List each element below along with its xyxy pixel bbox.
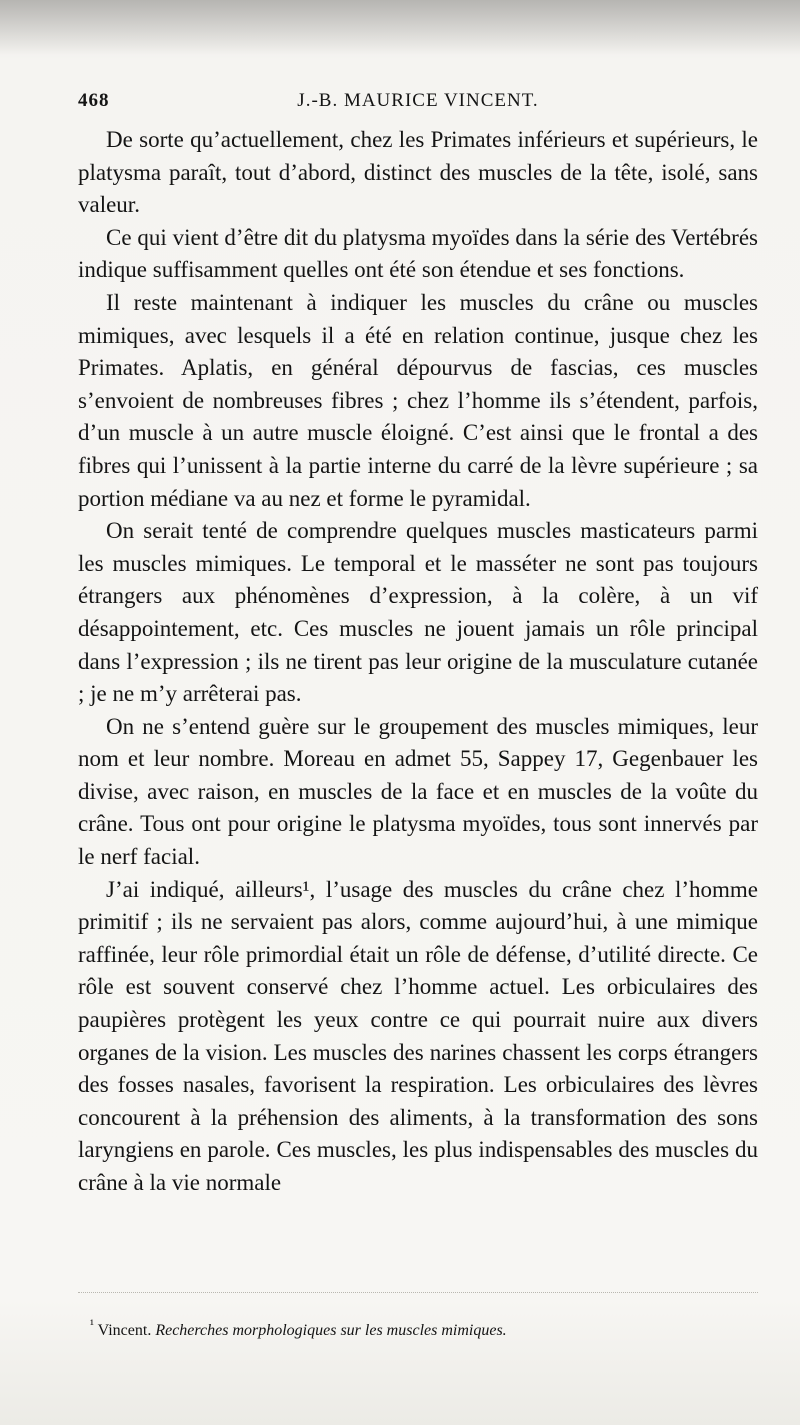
page-number: 468 — [78, 90, 110, 111]
running-head: J.-B. MAURICE VINCENT. — [297, 90, 539, 111]
paragraph: Ce qui vient d’être dit du platysma myoïdes dans la série des Vertébrés indique suffisamment quelles ont été son étendue et ses fonctions. — [78, 224, 758, 283]
footnote — [90, 1316, 750, 1340]
paragraph: De sorte qu’actuellement, chez les Primates inférieurs et supérieurs, le platysma paraît, tout d’abord, distinct des muscles de la tête, isolé, sans valeur. — [78, 127, 758, 218]
footnote-author: Vincent. — [97, 1322, 152, 1339]
page-header — [78, 90, 758, 118]
footnote-separator — [78, 1292, 758, 1294]
paragraph: On ne s’entend guère sur le groupement des muscles mimiques, leur nom et leur nombre. Moreau en admet 55, Sappey 17, Gegenbauer les divise, avec raison, en muscles de la face et en muscles de la voûte du crâne. Tous ont pour origine le platysma myoïdes, tous sont innervés par le nerf facial. — [78, 713, 758, 870]
paragraph: On serait tenté de comprendre quelques muscles masticateurs parmi les muscles mimiques. Le temporal et le masséter ne sont pas toujours étrangers aux phénomènes d’expression, à la colère, à un vif désappointement, etc. Ces muscles ne jouent jamais un rôle principal dans l’expression ; ils ne tirent pas leur origine de la musculature cutanée ; je ne m’y arrêterai pas. — [78, 518, 758, 707]
scan-shadow — [0, 0, 800, 55]
paragraph: J’ai indiqué, ailleurs¹, l’usage des muscles du crâne chez l’homme primitif ; ils ne servaient pas alors, comme aujourd’hui, à une mimique raffinée, leur rôle primordial était un rôle de défense, d’utilité directe. Ce rôle est souvent conservé chez l’homme actuel. Les orbiculaires des paupières protègent les yeux contre ce qui pourrait nuire aux divers organes de la vision. Les muscles des narines chassent les corps étrangers des fosses nasales, favorisent la respiration. Les orbiculaires des lèvres concourent à la préhension des aliments, à la transformation des sons laryngiens en parole. Ces muscles, les plus indispensables des muscles du crâne à la vie normale — [78, 876, 758, 1195]
body-text — [78, 124, 758, 1200]
footnote-marker: ¹ — [90, 1316, 94, 1332]
footnote-title: Recherches morphologiques sur les muscles mimiques. — [155, 1322, 507, 1339]
paragraph: Il reste maintenant à indiquer les muscles du crâne ou muscles mimiques, avec lesquels il a été en relation continue, jusque chez les Primates. Aplatis, en général dépourvus de fascias, ces muscles s’envoient de nombreuses fibres ; chez l’homme ils s’étendent, parfois, d’un muscle à un autre muscle éloigné. C’est ainsi que le frontal a des fibres qui l’unissent à la partie interne du carré de la lèvre supérieure ; sa portion médiane va au nez et forme le pyramidal. — [78, 289, 758, 511]
